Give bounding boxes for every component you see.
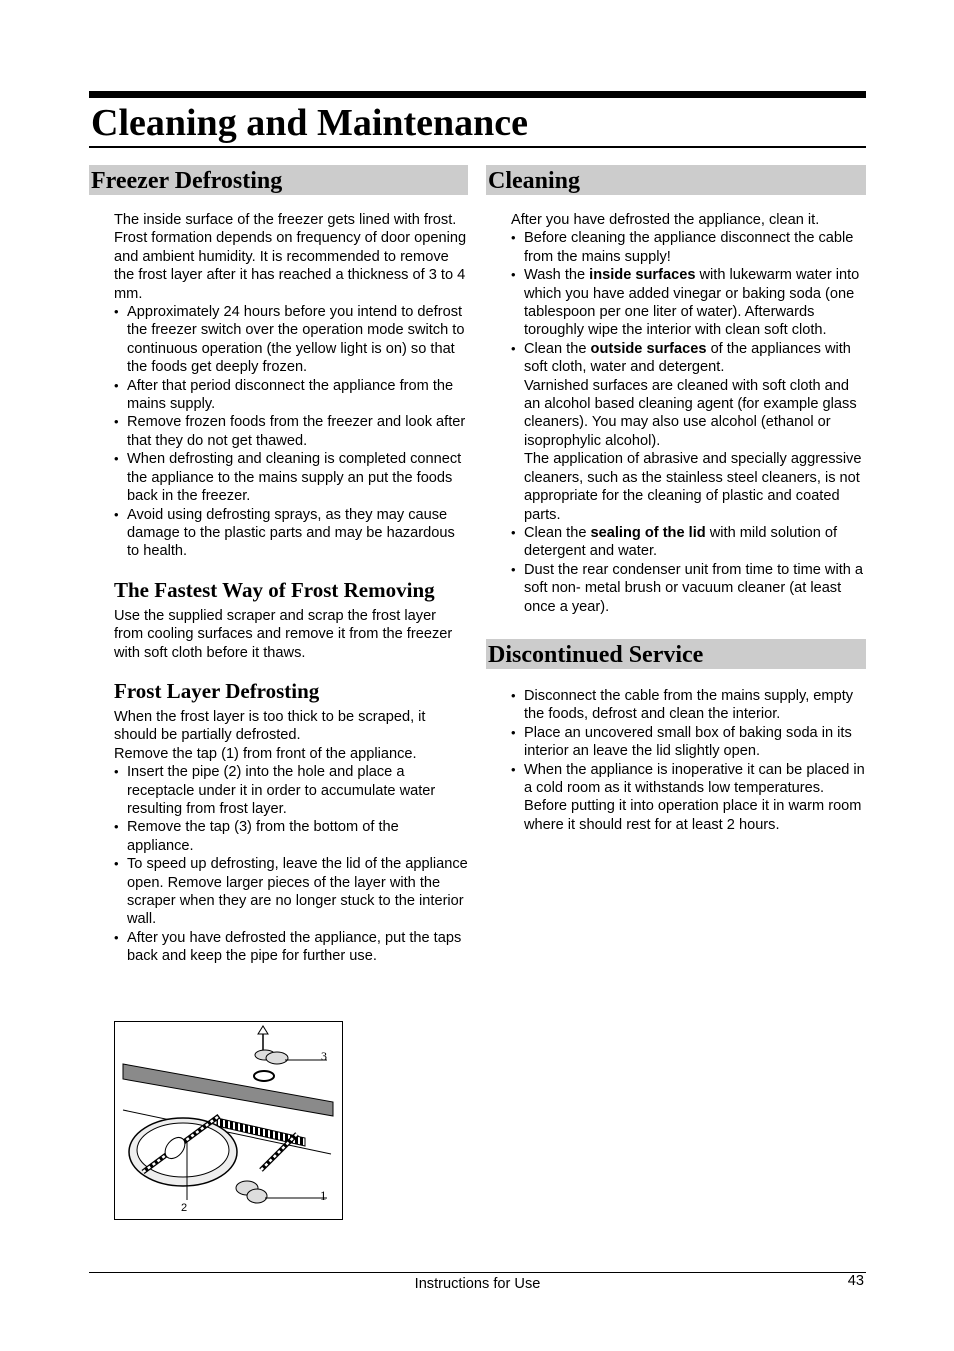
list-item: • Remove the tap (3) from the bottom of the appliance. bbox=[114, 818, 468, 855]
fastest-way-text: Use the supplied scraper and scrap the frost layer from cooling surfaces and remove it from the freezer with soft cloth before it thaws. bbox=[114, 607, 453, 661]
list-item: • Dust the rear condenser unit from time to time with a soft non- metal brush or vacuum cleaner (at least once a year). bbox=[511, 561, 866, 616]
list-item: • Avoid using defrosting sprays, as they may cause damage to the plastic parts and may be hazardous to health. bbox=[114, 506, 468, 561]
cleaning-heading: Cleaning bbox=[486, 165, 866, 195]
tap-3-arrow bbox=[258, 1026, 268, 1034]
frost-layer-intro: When the frost layer is too thick to be scraped, it should be partially defrosted. bbox=[114, 708, 426, 744]
list-item bbox=[511, 340, 866, 524]
shelf-strip bbox=[123, 1064, 333, 1116]
list-item: • Place an uncovered small box of baking soda in its interior an leave the lid slightly open. bbox=[511, 724, 866, 761]
freezer-defrosting-intro: The inside surface of the freezer gets lined with frost. Frost formation depends on frequency of door opening and ambient humidity. It is recommended to remove the frost layer after it has reached a thickness of 3 to 4 mm. bbox=[114, 212, 467, 302]
text-run: Wash the bbox=[524, 267, 590, 284]
footer-rule bbox=[89, 1272, 866, 1273]
text-run: Clean the bbox=[524, 340, 591, 357]
list-item: • Remove frozen foods from the freezer and look after that they do not get thawed. bbox=[114, 413, 468, 450]
tap-3-grip bbox=[266, 1052, 288, 1064]
fastest-way-heading: The Fastest Way of Frost Removing bbox=[114, 577, 435, 602]
freezer-defrosting-body bbox=[89, 211, 468, 561]
list-item: • To speed up defrosting, leave the lid of the appliance open. Remove larger pieces of the layer with the scraper when they are no longer stuck to the interior wall. bbox=[114, 855, 468, 929]
title-top-bar bbox=[89, 91, 866, 98]
page-number: 43 bbox=[847, 1273, 864, 1289]
footer-text: Instructions for Use bbox=[414, 1276, 541, 1292]
text-run: of the appliances with soft cloth, water and detergent. bbox=[524, 340, 851, 376]
varnished-note: Varnished surfaces are cleaned with soft cloth and an alcohol based cleaning agent (for example glass cleaners). You may also use alcohol (ethanol or isoprophylic alcohol). bbox=[524, 377, 857, 449]
defrosting-illustration bbox=[114, 1021, 343, 1220]
label-3: 3 bbox=[321, 1049, 327, 1063]
list-item bbox=[511, 524, 866, 561]
text-run: with lukewarm water into which you have added vinegar or baking soda (one tablespoon per one liter of water). Afterwards toroughly wipe the interior with clean soft cloth. bbox=[524, 267, 860, 339]
list-item: • When defrosting and cleaning is completed connect the appliance to the mains supply an put the foods back in the freezer. bbox=[114, 450, 468, 505]
left-column bbox=[89, 165, 468, 966]
list-item: • Insert the pipe (2) into the hole and place a receptacle under it in order to accumulate water resulting from frost layer. bbox=[114, 763, 468, 818]
abrasive-note: The application of abrasive and specially aggressive cleaners, such as the stainless steel cleaners, is not appropriate for the cleaning of plastic and coated parts. bbox=[524, 451, 862, 523]
list-item: • After you have defrosted the appliance, put the taps back and keep the pipe for further use. bbox=[114, 929, 468, 966]
cleaning-list bbox=[511, 229, 866, 616]
title-rule bbox=[89, 146, 866, 148]
tap-3-ring bbox=[254, 1071, 274, 1081]
frost-layer-heading: Frost Layer Defrosting bbox=[114, 678, 320, 703]
right-column bbox=[486, 165, 866, 834]
label-1: 1 bbox=[320, 1188, 327, 1203]
page-title: Cleaning and Maintenance bbox=[91, 102, 529, 144]
list-item: • After that period disconnect the appliance from the mains supply. bbox=[114, 377, 468, 414]
frost-layer-intro-2: Remove the tap (1) from front of the appliance. bbox=[114, 745, 417, 762]
list-item: • Approximately 24 hours before you intend to defrost the freezer switch over the operation mode switch to continuous operation (the yellow light is on) so that the foods get deeply frozen. bbox=[114, 303, 468, 377]
tap-1-grip bbox=[247, 1189, 267, 1203]
cleaning-intro: After you have defrosted the appliance, clean it. bbox=[511, 212, 820, 228]
list-item: • When the appliance is inoperative it can be placed in a cold room as it withstands low temperatures. Before putting it into operation place it in warm room where it should rest for at least 2 hours. bbox=[511, 761, 866, 835]
list-item: • Disconnect the cable from the mains supply, empty the foods, defrost and clean the interior. bbox=[511, 687, 866, 724]
text-run: with mild solution of detergent and water. bbox=[524, 524, 838, 560]
discontinued-list bbox=[511, 687, 866, 834]
list-item bbox=[511, 266, 866, 340]
text-run: Clean the bbox=[524, 524, 591, 541]
bold-term: outside surfaces bbox=[590, 340, 707, 357]
fastest-way-section bbox=[89, 577, 468, 662]
discontinued-body bbox=[486, 687, 866, 834]
discontinued-heading: Discontinued Service bbox=[486, 639, 866, 669]
label-2: 2 bbox=[181, 1202, 188, 1214]
cleaning-body bbox=[486, 211, 866, 616]
freezer-defrosting-heading: Freezer Defrosting bbox=[89, 165, 468, 195]
defrosting-drawing bbox=[115, 1022, 342, 1219]
bold-term: sealing of the lid bbox=[590, 524, 706, 541]
bold-term: inside surfaces bbox=[589, 267, 696, 284]
freezer-defrosting-list bbox=[114, 303, 468, 561]
frost-layer-section bbox=[89, 678, 468, 966]
list-item: • Before cleaning the appliance disconnect the cable from the mains supply! bbox=[511, 229, 866, 266]
frost-layer-list bbox=[114, 763, 468, 965]
